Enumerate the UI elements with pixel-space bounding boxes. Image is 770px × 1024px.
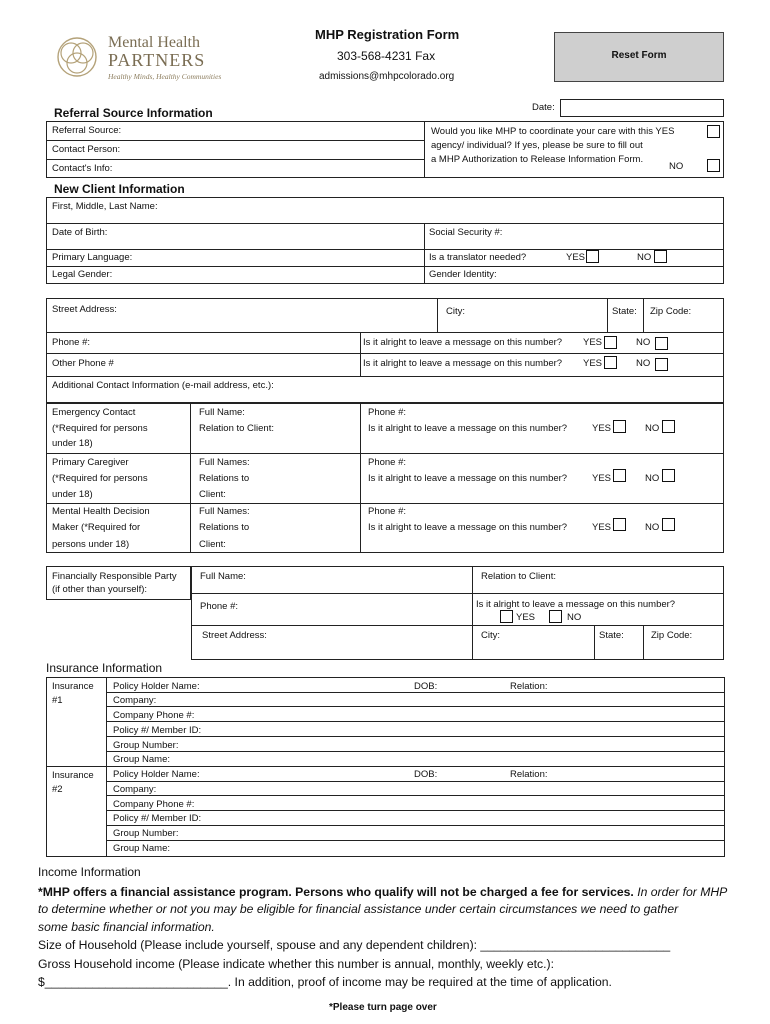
ins2-relation-field[interactable]: Relation:: [510, 769, 548, 780]
page-title: MHP Registration Form: [315, 27, 460, 42]
reset-form-button[interactable]: [554, 32, 724, 82]
ins2-holder-field[interactable]: Policy Holder Name:: [113, 769, 200, 780]
decision-relation-field[interactable]: Relations to: [199, 522, 250, 533]
logo-tagline: Healthy Minds, Healthy Communities: [108, 72, 222, 81]
date-field[interactable]: [560, 99, 724, 117]
financial-street-field[interactable]: Street Address:: [202, 630, 267, 641]
decision-yes-checkbox[interactable]: [613, 518, 626, 531]
phone-field[interactable]: Phone #:: [52, 337, 91, 348]
other-phone-msg-question: Is it alright to leave a message on this number?: [363, 358, 563, 369]
other-phone-field[interactable]: Other Phone #: [52, 358, 114, 369]
date-label: Date:: [532, 102, 555, 113]
coordinate-question-2: agency/ individual? If yes, please be sure to fill out: [431, 140, 643, 151]
other-phone-no-label: NO: [636, 358, 651, 369]
caregiver-no-checkbox[interactable]: [662, 469, 675, 482]
caregiver-label: under 18): [52, 489, 93, 500]
referral-source-field[interactable]: Referral Source:: [52, 125, 122, 136]
emergency-no-checkbox[interactable]: [662, 420, 675, 433]
phone-yes-checkbox[interactable]: [604, 336, 617, 349]
caregiver-no-label: NO: [645, 473, 660, 484]
caregiver-yes-checkbox[interactable]: [613, 469, 626, 482]
decision-maker-label: Mental Health Decision: [52, 506, 150, 517]
caregiver-yes-label: YES: [592, 473, 612, 484]
emergency-label: under 18): [52, 438, 93, 449]
insurance-2-label: Insurance: [52, 770, 94, 781]
client-heading: New Client Information: [54, 182, 185, 196]
dob-field[interactable]: Date of Birth:: [52, 227, 108, 238]
caregiver-name-field[interactable]: Full Names:: [199, 457, 250, 468]
ins2-policy-field[interactable]: Policy #/ Member ID:: [113, 813, 202, 824]
income-paragraph: [38, 883, 738, 901]
decision-msg-question: Is it alright to leave a message on this number?: [368, 522, 568, 533]
other-phone-yes-checkbox[interactable]: [604, 356, 617, 369]
state-field[interactable]: State:: [612, 306, 637, 317]
insurance-heading: Insurance Information: [46, 661, 163, 675]
financial-party-label: Financially Responsible Party: [52, 571, 177, 582]
gender-identity-field[interactable]: Gender Identity:: [429, 269, 497, 280]
header-phone: 303-568-4231 Fax: [337, 49, 436, 63]
coordinate-yes-checkbox[interactable]: [707, 125, 720, 138]
ins1-group-name-field[interactable]: Group Name:: [113, 754, 171, 765]
phone-no-label: NO: [636, 337, 651, 348]
financial-yes-label: YES: [516, 612, 536, 623]
financial-party-label: (if other than yourself):: [52, 584, 148, 595]
coordinate-question-3: a MHP Authorization to Release Information Form.: [431, 154, 644, 165]
language-field[interactable]: Primary Language:: [52, 252, 133, 263]
emergency-label: Emergency Contact: [52, 407, 136, 418]
coordinate-no-label: NO: [669, 161, 684, 172]
insurance-1-label: Insurance: [52, 681, 94, 692]
city-field[interactable]: City:: [446, 306, 465, 317]
caregiver-relation-field[interactable]: Relations to: [199, 473, 250, 484]
phone-msg-question: Is it alright to leave a message on this number?: [363, 337, 563, 348]
income-italic-2: to determine whether or not you may be eligible for financial assistance under certain circumstances we need to gather: [38, 902, 679, 916]
decision-relation-field[interactable]: Client:: [199, 539, 226, 550]
income-italic-1: In order for MHP: [633, 885, 728, 899]
coordinate-question-1: Would you like MHP to coordinate your care with this YES: [431, 126, 675, 137]
translator-yes-checkbox[interactable]: [586, 250, 599, 263]
logo-line2: PARTNERS: [108, 50, 206, 70]
translator-no-checkbox[interactable]: [654, 250, 667, 263]
phone-no-checkbox[interactable]: [655, 337, 668, 350]
contact-person-field[interactable]: Contact Person:: [52, 144, 121, 155]
ins2-company-field[interactable]: Company:: [113, 784, 157, 795]
zip-field[interactable]: Zip Code:: [650, 306, 692, 317]
financial-relation-field[interactable]: Relation to Client:: [481, 571, 556, 582]
decision-no-label: NO: [645, 522, 660, 533]
translator-no-label: NO: [637, 252, 652, 263]
income-italic-3: some basic financial information.: [38, 920, 215, 934]
financial-city-field[interactable]: City:: [481, 630, 500, 641]
insurance-1-label: #1: [52, 695, 63, 706]
gross-income-field[interactable]: $___________________________. In addition, proof of income may be required at the time of application.: [38, 975, 612, 989]
other-phone-no-checkbox[interactable]: [655, 358, 668, 371]
emergency-no-label: NO: [645, 423, 660, 434]
income-bold-text: *MHP offers a financial assistance program. Persons who qualify will not be charged a fee for services.: [38, 885, 634, 899]
decision-name-field[interactable]: Full Names:: [199, 506, 250, 517]
financial-yes-checkbox[interactable]: [500, 610, 513, 623]
gender-field[interactable]: Legal Gender:: [52, 269, 113, 280]
caregiver-label: Primary Caregiver: [52, 457, 129, 468]
emergency-yes-checkbox[interactable]: [613, 420, 626, 433]
income-heading: Income Information: [38, 865, 141, 879]
additional-contact-field[interactable]: Additional Contact Information (e-mail address, etc.):: [52, 380, 274, 391]
financial-state-field[interactable]: State:: [599, 630, 624, 641]
emergency-msg-question: Is it alright to leave a message on this number?: [368, 423, 568, 434]
household-size-field[interactable]: Size of Household (Please include yourself, spouse and any dependent children): ____________________________: [38, 938, 671, 952]
emergency-label: (*Required for persons: [52, 423, 148, 434]
financial-msg-question: Is it alright to leave a message on this number?: [476, 599, 676, 610]
logo: [52, 32, 222, 88]
ins1-holder-field[interactable]: Policy Holder Name:: [113, 681, 200, 692]
decision-no-checkbox[interactable]: [662, 518, 675, 531]
emergency-yes-label: YES: [592, 423, 612, 434]
caregiver-label: (*Required for persons: [52, 473, 148, 484]
financial-no-label: NO: [567, 612, 582, 623]
client-name-field[interactable]: First, Middle, Last Name:: [52, 201, 158, 212]
referral-heading: Referral Source Information: [54, 106, 213, 120]
translator-yes-label: YES: [566, 252, 586, 263]
ins2-group-name-field[interactable]: Group Name:: [113, 843, 171, 854]
logo-mark-icon: [55, 35, 99, 79]
caregiver-msg-question: Is it alright to leave a message on this number?: [368, 473, 568, 484]
decision-yes-label: YES: [592, 522, 612, 533]
ins1-company-field[interactable]: Company:: [113, 695, 157, 706]
other-phone-yes-label: YES: [583, 358, 603, 369]
emergency-relation-field[interactable]: Relation to Client:: [199, 423, 274, 434]
financial-phone-field[interactable]: Phone #:: [200, 601, 239, 612]
ins2-group-number-field[interactable]: Group Number:: [113, 828, 179, 839]
financial-zip-field[interactable]: Zip Code:: [651, 630, 693, 641]
contact-info-field[interactable]: Contact's Info:: [52, 163, 113, 174]
caregiver-phone-field[interactable]: Phone #:: [368, 457, 407, 468]
emergency-phone-field[interactable]: Phone #:: [368, 407, 407, 418]
ins2-company-phone-field[interactable]: Company Phone #:: [113, 799, 195, 810]
ins2-dob-field[interactable]: DOB:: [414, 769, 438, 780]
street-field[interactable]: Street Address:: [52, 304, 117, 315]
caregiver-relation-field[interactable]: Client:: [199, 489, 226, 500]
ssn-field[interactable]: Social Security #:: [429, 227, 503, 238]
ins1-relation-field[interactable]: Relation:: [510, 681, 548, 692]
decision-maker-label: persons under 18): [52, 539, 130, 550]
ins1-company-phone-field[interactable]: Company Phone #:: [113, 710, 195, 721]
phone-yes-label: YES: [583, 337, 603, 348]
insurance-2-label: #2: [52, 784, 63, 795]
turn-page-note: *Please turn page over: [329, 1002, 437, 1013]
logo-line1: Mental Health: [108, 34, 200, 51]
ins1-group-number-field[interactable]: Group Number:: [113, 740, 179, 751]
reset-form-label: Reset Form: [611, 50, 667, 61]
gross-income-label: Gross Household income (Please indicate whether this number is annual, monthly, weekly etc.):: [38, 957, 554, 971]
translator-question: Is a translator needed?: [429, 252, 527, 263]
decision-phone-field[interactable]: Phone #:: [368, 506, 407, 517]
header-email: admissions@mhpcolorado.org: [319, 71, 455, 82]
decision-maker-label: Maker (*Required for: [52, 522, 141, 533]
ins1-dob-field[interactable]: DOB:: [414, 681, 438, 692]
financial-no-checkbox[interactable]: [549, 610, 562, 623]
financial-name-field[interactable]: Full Name:: [200, 571, 246, 582]
coordinate-no-checkbox[interactable]: [707, 159, 720, 172]
ins1-policy-field[interactable]: Policy #/ Member ID:: [113, 725, 202, 736]
emergency-name-field[interactable]: Full Name:: [199, 407, 245, 418]
